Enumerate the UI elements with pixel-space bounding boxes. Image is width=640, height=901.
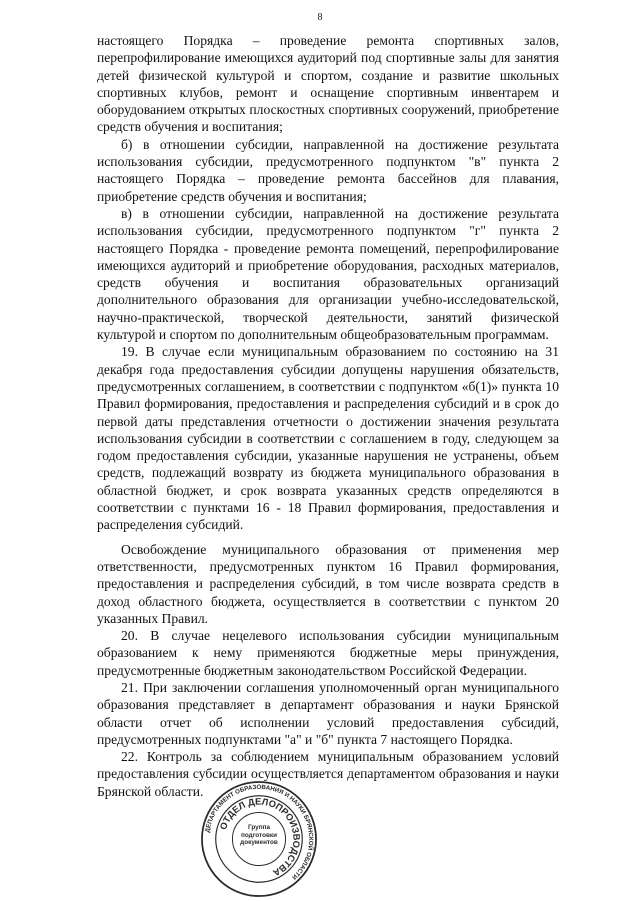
document-body xyxy=(97,32,559,800)
stamp-center-text: Группа подготовки документов xyxy=(240,824,278,846)
stamp-middle-text: ОТДЕЛ ДЕЛОПРОИЗВОДСТВА xyxy=(217,796,302,878)
paragraph-22: 22. Контроль за соблюдением муниципальным образованием условий предоставления субсидии осуществляется департаментом образования и науки Брянской области. xyxy=(97,749,559,799)
paragraph-21: 21. При заключении соглашения уполномоченный орган муниципального образования представляет в департамент образования и науки Брянской области отчет об исполнении условий предоставления субсидий, предусмотренных подпунктами "а" и "б" пункта 7 настоящего Порядка. xyxy=(97,679,559,747)
paragraph-19: 19. В случае если муниципальным образованием по состоянию на 31 декабря года предоставления субсидии допущены нарушения обязательств, предусмотренных соглашением, в соответствии с подпунктом «б(1)» пункта 10 Правил формирования, предоставления и распределения субсидий и в срок до первой даты представления отчетности о достижении значения результата использования субсидии в соответствии с соглашением в году, следующем за годом предоставления субсидии, указанные нарушения не устранены, объем средств, подлежащий возврату из бюджета муниципального образования в областной бюджет, и срок возврата указанных средств определяются в соответствии с пунктами 16 - 18 Правил формирования, предоставления и распределения субсидий. xyxy=(97,344,559,533)
paragraph-item-b: б) в отношении субсидии, направленной на достижение результата использования субсидии, предусмотренного подпунктом "в" пункта 2 настоящего Порядка – проведение ремонта бассейнов для плавания, приобретение средств обучения и воспитания; xyxy=(97,136,559,204)
paragraph-item-v: в) в отношении субсидии, направленной на достижение результата использования субсидии, предусмотренного подпунктом "г" пункта 2 настоящего Порядка - проведение ремонта помещений, перепрофилирование имеющихся аудиторий и приобретение оборудования, расходных материалов, средств обучения и воспитания образовательных организаций дополнительного образования для организации учебно-исследовательской, научно-практической, творческой деятельности, занятий физической культурой и спортом по дополнительным общеобразовательным программам. xyxy=(97,205,559,343)
paragraph-exemption: Освобождение муниципального образования от применения мер ответственности, предусмотренных пунктом 16 Правил формирования, предоставления и распределения субсидий, в том числе возврата средств в доход областного бюджета, осуществляется в соответствии с пунктом 20 указанных Правил. xyxy=(97,541,559,626)
stamp-outer-text: ДЕПАРТАМЕНТ ОБРАЗОВАНИЯ И НАУКИ БРЯНСКОЙ ОБЛАСТИ xyxy=(204,783,315,881)
page-number: 8 xyxy=(317,12,323,23)
paragraph-continuation: настоящего Порядка – проведение ремонта спортивных залов, перепрофилирование имеющихся аудиторий под спортивные залы для занятия детей физической культурой и спортом, создание и развитие школьных спортивных клубов, ремонт и оснащение спортивным инвентарем и оборудованием открытых плоскостных спортивных сооружений, приобретение средств обучения и воспитания; xyxy=(97,33,559,135)
official-stamp xyxy=(200,780,318,898)
paragraph-20: 20. В случае нецелевого использования субсидии муниципальным образованием к нему применяются бюджетные меры принуждения, предусмотренные бюджетным законодательством Российской Федерации. xyxy=(97,628,559,678)
